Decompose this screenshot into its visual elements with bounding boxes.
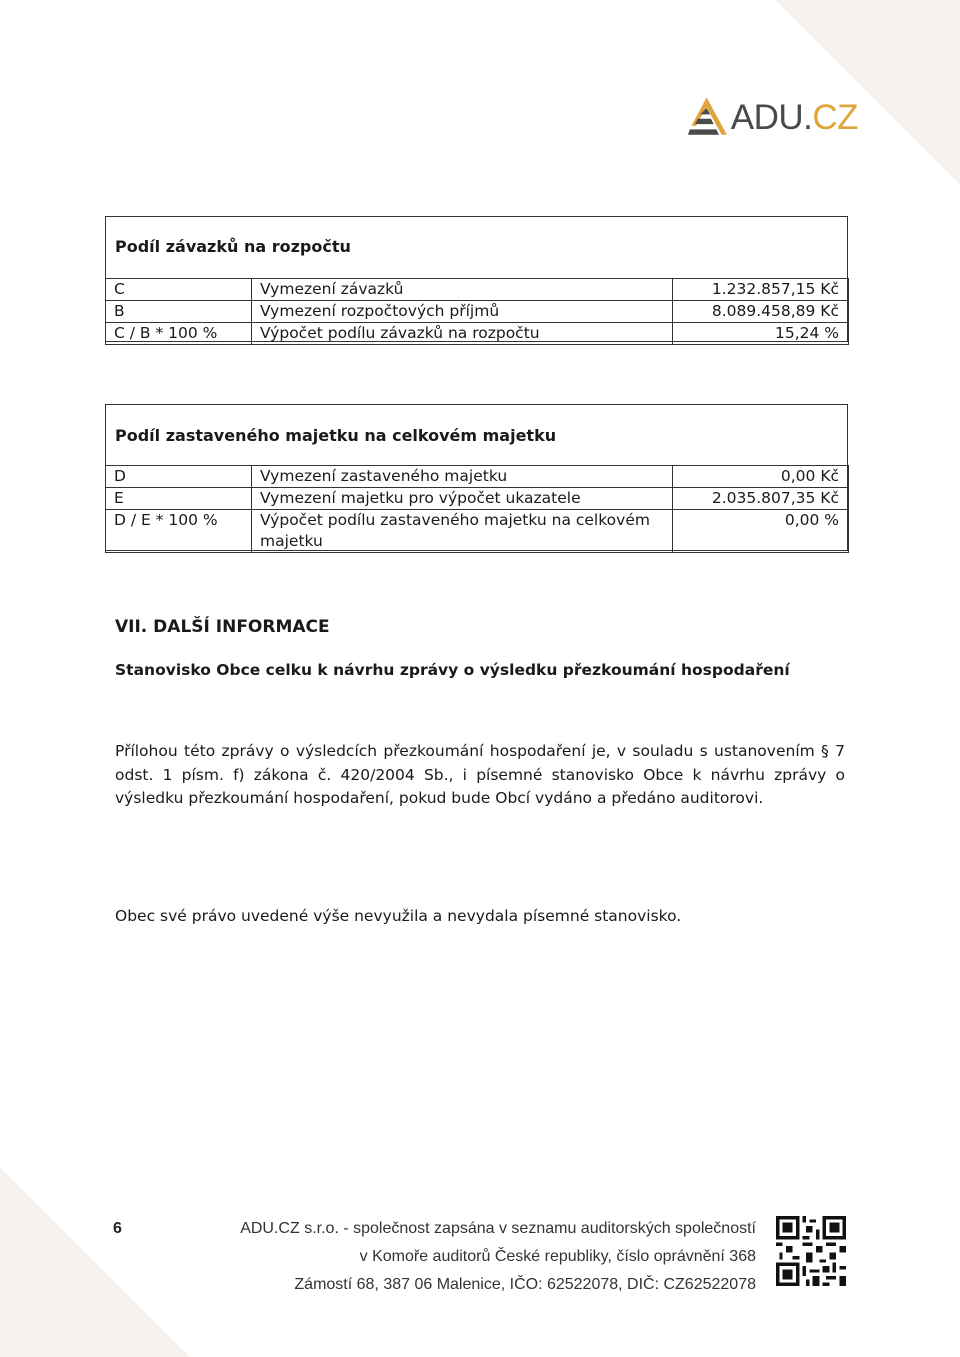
- logo-wordmark-accent: CZ: [812, 97, 858, 137]
- qr-code-icon: [776, 1216, 846, 1286]
- row-code: D / E * 100 %: [106, 510, 252, 553]
- table-row: [106, 466, 849, 488]
- row-label: Výpočet podílu závazků na rozpočtu: [252, 323, 673, 345]
- table-row: [106, 301, 849, 323]
- table-row: [106, 323, 849, 345]
- liabilities-table-box: [105, 216, 848, 342]
- corner-decoration-bottom: [0, 1167, 190, 1357]
- row-label: Výpočet podílu zastaveného majetku na celkovém majetku: [252, 510, 673, 553]
- pledged-assets-table-title: Podíl zastaveného majetku na celkovém majetku: [115, 426, 557, 445]
- row-label: Vymezení majetku pro výpočet ukazatele: [252, 488, 673, 510]
- liabilities-table: [105, 278, 849, 345]
- row-code: D: [106, 466, 252, 488]
- row-label: Vymezení závazků: [252, 279, 673, 301]
- footer-line-registration: ADU.CZ s.r.o. - společnost zapsána v seznamu auditorských společností: [240, 1220, 756, 1237]
- paragraph-attachment: Přílohou této zprávy o výsledcích přezkoumání hospodaření je, v souladu s ustanovením § 7 odst. 1 písm. f) zákona č. 420/2004 Sb., i písemné stanovisko Obce k návrhu zprávy o výsledku přezkoumání hospodaření, pokud bude Obcí vydáno a předáno auditorovi.: [115, 742, 845, 807]
- table-row: [106, 510, 849, 553]
- table-row: [106, 279, 849, 301]
- row-value: 0,00 %: [673, 510, 849, 553]
- row-code: C: [106, 279, 252, 301]
- logo-mark-icon: [688, 93, 729, 141]
- row-value: 1.232.857,15 Kč: [673, 279, 849, 301]
- row-value: 0,00 Kč: [673, 466, 849, 488]
- row-label: Vymezení zastaveného majetku: [252, 466, 673, 488]
- section-subheading: Stanovisko Obce celku k návrhu zprávy o výsledku přezkoumání hospodaření: [115, 661, 790, 679]
- logo-wordmark: [730, 97, 858, 137]
- table-row: [106, 488, 849, 510]
- row-value: 8.089.458,89 Kč: [673, 301, 849, 323]
- pledged-assets-table-box: [105, 404, 848, 551]
- company-logo: [688, 92, 858, 142]
- row-code: B: [106, 301, 252, 323]
- row-value: 2.035.807,35 Kč: [673, 488, 849, 510]
- paragraph-statement: Obec své právo uvedené výše nevyužila a nevydala písemné stanovisko.: [115, 907, 682, 925]
- section-heading: VII. DALŠÍ INFORMACE: [115, 617, 330, 637]
- footer-line-license: v Komoře auditorů České republiky, číslo oprávnění 368: [359, 1248, 756, 1265]
- row-label: Vymezení rozpočtových příjmů: [252, 301, 673, 323]
- page-number: 6: [113, 1220, 122, 1237]
- row-value: 15,24 %: [673, 323, 849, 345]
- footer-company-info: [230, 1215, 756, 1299]
- footer-line-address: Zámostí 68, 387 06 Malenice, IČO: 62522078, DIČ: CZ62522078: [294, 1276, 756, 1293]
- row-code: E: [106, 488, 252, 510]
- pledged-assets-table: [105, 465, 849, 553]
- logo-wordmark-main: ADU.: [730, 97, 813, 137]
- row-code: C / B * 100 %: [106, 323, 252, 345]
- liabilities-table-title: Podíl závazků na rozpočtu: [115, 237, 351, 256]
